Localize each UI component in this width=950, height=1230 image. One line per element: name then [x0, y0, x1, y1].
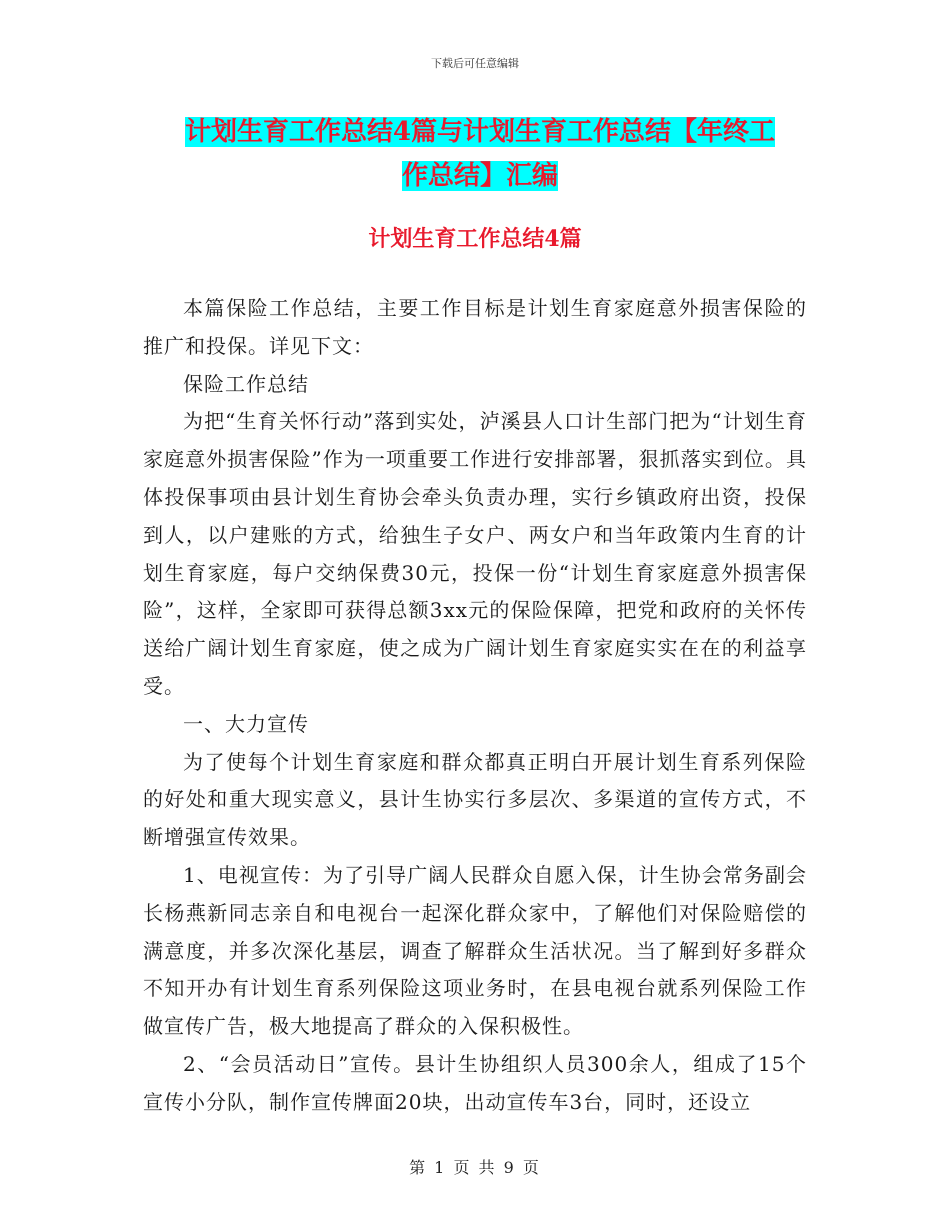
- body-text: [143, 290, 807, 1122]
- section-title: 计划生育工作总结4篇: [368, 226, 582, 252]
- paragraph: 一、大力宣传: [183, 711, 309, 736]
- paragraph: 1、电视宣传：为了引导广阔人民群众自愿入保，计生协会常务副会长杨燕新同志亲自和电视台一起深化群众家中，了解他们对保险赔偿的满意度，并多次深化基层，调查了解群众生活状况。当了解到好多群众不知开办有计划生育系列保险这项业务时，在县电视台就系列保险工作做宣传广告，极大地提高了群众的入保积极性。: [143, 862, 807, 1039]
- title-line-1: 计划生育工作总结4篇与计划生育工作总结【年终工: [184, 117, 776, 147]
- paragraph: 本篇保险工作总结，主要工作目标是计划生育家庭意外损害保险的推广和投保。详见下文：: [143, 296, 807, 358]
- page-footer: 第 1 页 共 9 页: [409, 1158, 541, 1177]
- page-header: 下载后可任意编辑: [431, 57, 519, 70]
- paragraph: 为了使每个计划生育家庭和群众都真正明白开展计划生育系列保险的好处和重大现实意义，县计生协实行多层次、多渠道的宣传方式，不断增强宣传效果。: [143, 749, 807, 850]
- paragraph: 2、“会员活动日”宣传。县计生协组织人员300余人，组成了15个宣传小分队，制作宣传牌面20块，出动宣传车3台，同时，还设立: [143, 1051, 807, 1114]
- paragraph: 为把“生育关怀行动”落到实处，泸溪县人口计生部门把为“计划生育家庭意外损害保险”作为一项重要工作进行安排部署，狠抓落实到位。具体投保事项由县计划生育协会牵头负责办理，实行乡镇政府出资，投保到人，以户建账的方式，给独生子女户、两女户和当年政策内生育的计划生育家庭，每户交纳保费30元，投保一份“计划生育家庭意外损害保险”，这样，全家即可获得总额3xx元的保险保障，把党和政府的关怀传送给广阔计划生育家庭，使之成为广阔计划生育家庭实实在在的利益享受。: [143, 409, 807, 698]
- paragraph: 保险工作总结: [183, 371, 309, 396]
- document-title: [150, 110, 810, 198]
- title-line-2: 作总结】汇编: [401, 161, 558, 191]
